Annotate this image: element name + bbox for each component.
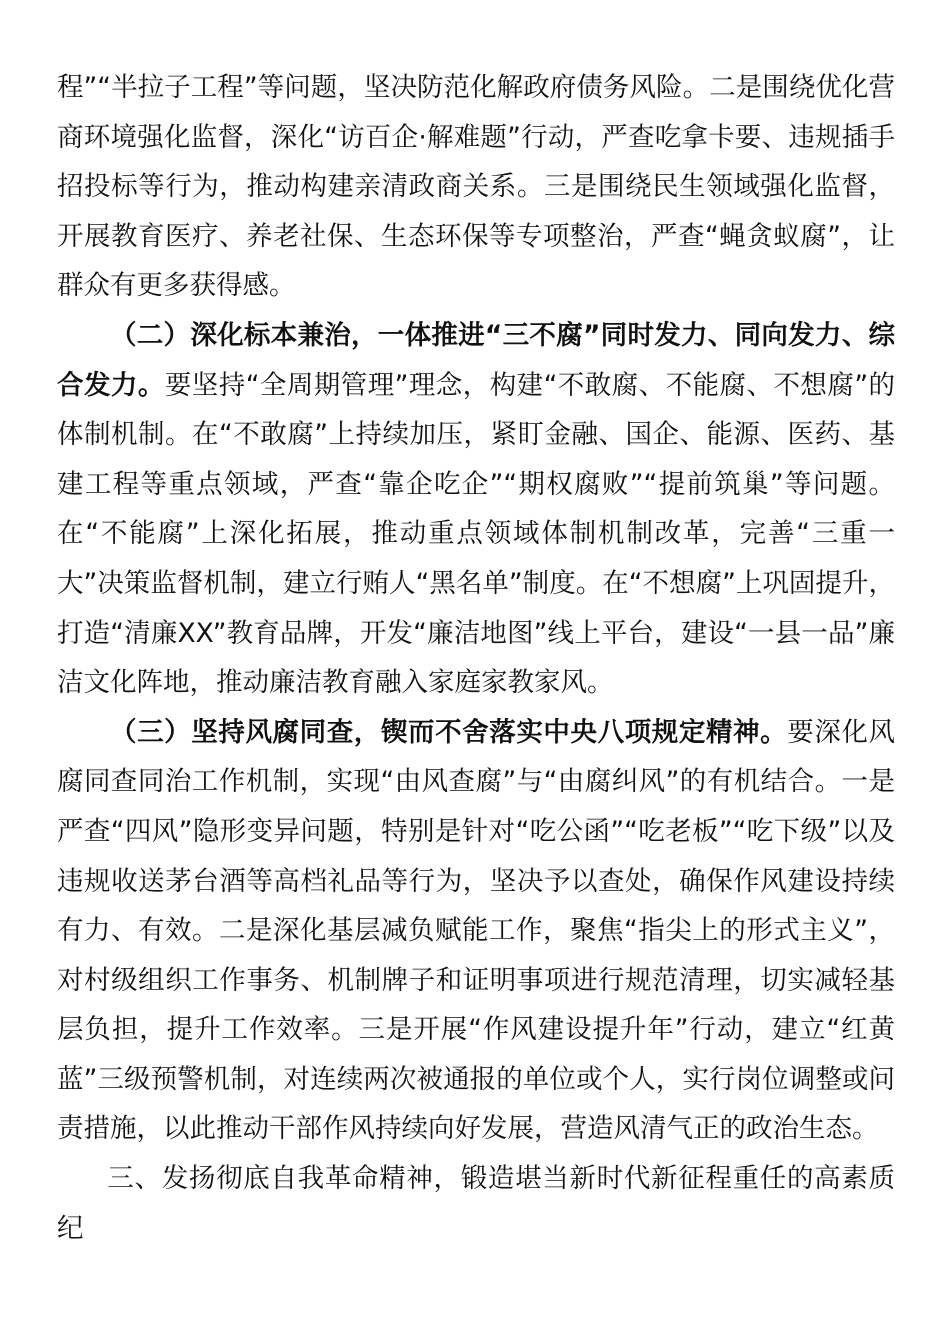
document-page [57,63,895,1253]
section-3-heading: （三）坚持风腐同查，锲而不舍落实中央八项规定精神。 [110,716,788,748]
chapter-3-heading: 三、发扬彻底自我革命精神，锻造堪当新时代新征程重任的高素质纪 [57,1163,895,1244]
paragraph-section-2 [57,311,895,708]
section-3-body: 要深化风腐同查同治工作机制，实现“由风查腐”与“由腐纠风”的有机结合。一是严查“四风”隐形变异问题，特别是针对“吃公函”“吃老板”“吃下级”以及违规收送茅台酒等高档礼品等行为，坚决予以查处，确保作风建设持续有力、有效。二是深化基层减负赋能工作，聚焦“指尖上的形式主义”，对村级组织工作事务、机制牌子和证明事项进行规范清理，切实减轻基层负担，提升工作效率。三是开展“作风建设提升年”行动，建立“红黄蓝”三级预警机制，对连续两次被通报的单位或个人，实行岗位调整或问责措施，以此推动干部作风持续向好发展，营造风清气正的政治生态。 [57,716,896,1145]
section-2-body: 要坚持“全周期管理”理念，构建“不敢腐、不能腐、不想腐”的体制机制。在“不敢腐”上持续加压，紧盯金融、国企、能源、医药、基建工程等重点领域，严查“靠企吃企”“期权腐败”“提前筑巢”等问题。在“不能腐”上深化拓展，推动重点领域体制机制改革，完善“三重一大”决策监督机制，建立行贿人“黑名单”制度。在“不想腐”上巩固提升，打造“清廉XX”教育品牌，开发“廉洁地图”线上平台，建设“一县一品”廉洁文化阵地，推动廉洁教育融入家庭家教家风。 [57,369,895,699]
paragraph-continuation: 程”“半拉子工程”等问题，坚决防范化解政府债务风险。二是围绕优化营商环境强化监督，深化“访百企·解难题”行动，严查吃拿卡要、违规插手招投标等行为，推动构建亲清政商关系。三是围绕民生领域强化监督，开展教育医疗、养老社保、生态环保等专项整治，严查“蝇贪蚁腐”，让群众有更多获得感。 [57,72,895,302]
section-2-heading: （二）深化标本兼治，一体推进“三不腐”同时发力、同向发力、综合发力。 [57,319,895,401]
paragraph-section-3 [57,708,895,1154]
